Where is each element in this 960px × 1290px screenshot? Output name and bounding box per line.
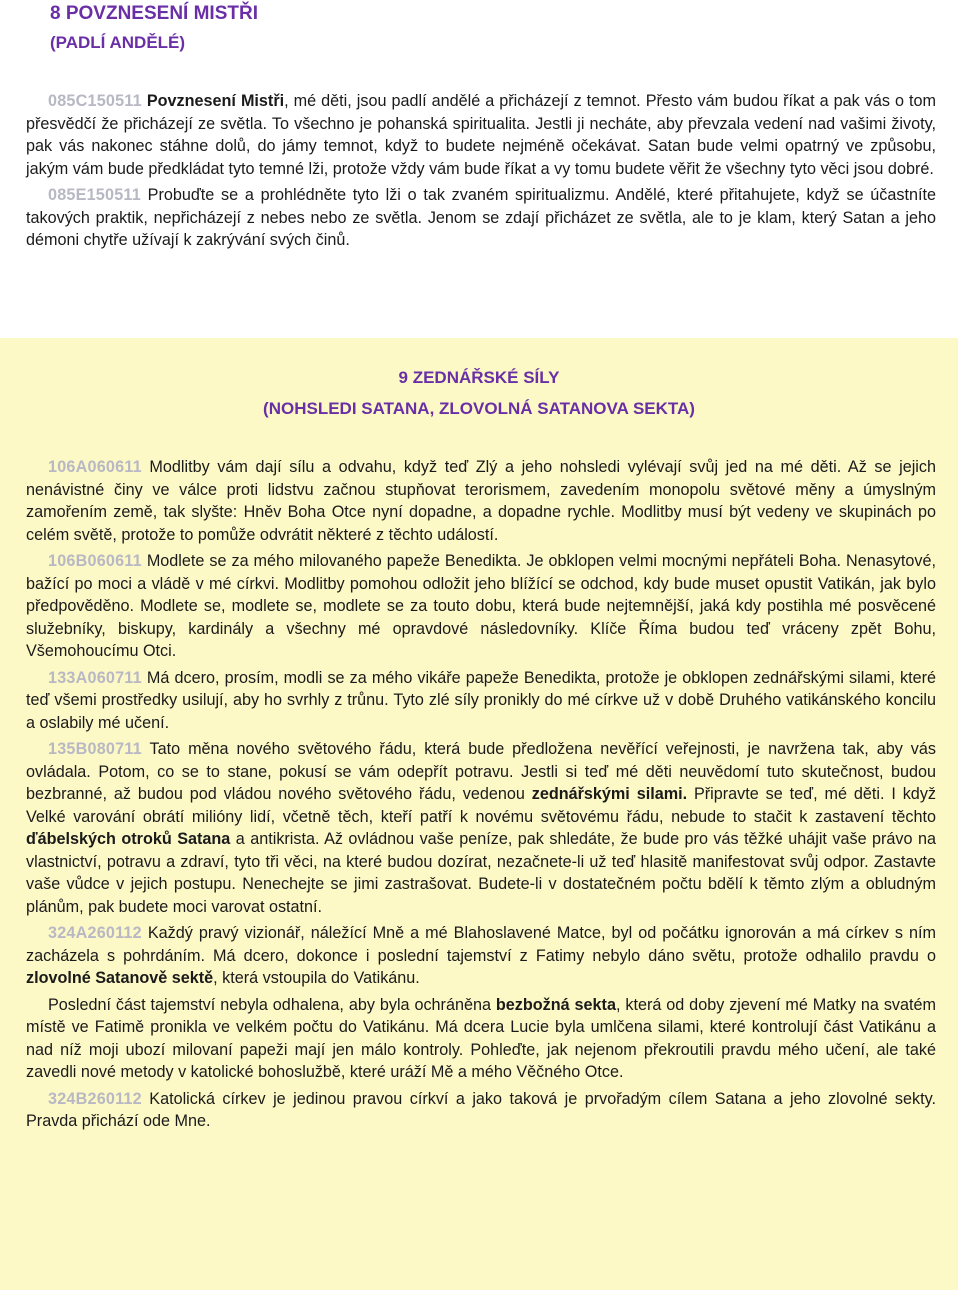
section-8 bbox=[0, 0, 960, 330]
paragraph bbox=[26, 667, 936, 735]
message-code: 324B260112 bbox=[48, 1089, 142, 1108]
section-9 bbox=[0, 338, 958, 1290]
paragraph-text: a antikrista. Až ovládnou vaše peníze, pak shledáte, že bude pro vás těžké uhájit vaše právo na vlastnictví, potravu a zdraví, tyto tři věci, na které budou dozírat, nezačnete-li už teď hlasitě manifestovat svůj odpor. Zastavte vaše vůdce v jejich postupu. Nenechejte se jimi zastrašovat. Budete-li v dostatečném počtu bdělí k těmto zlým a obludným plánům, pak budete moci varovat ostatní. bbox=[26, 830, 936, 916]
paragraph bbox=[26, 994, 936, 1084]
message-code: 085E150511 bbox=[48, 186, 141, 204]
section-9-subtitle: (NOHSLEDI SATANA, ZLOVOLNÁ SATANOVA SEKTA) bbox=[263, 399, 695, 418]
paragraph-text: Probuďte se a prohlédněte tyto lži o tak zvaném spiritualizmu. Andělé, které přitahujete, když se účastníte takových praktik, nepřicházejí z nebes nebo ze světla. Jenom se zdají přicházet ze světla, ale to je klam, který Satan a jeho démoni chytře užívají k zakrývání svých činů. bbox=[26, 186, 936, 249]
section-8-text bbox=[26, 90, 936, 256]
bold-phrase: zednářskými silami. bbox=[531, 785, 688, 803]
paragraph bbox=[26, 184, 936, 252]
paragraph bbox=[26, 922, 936, 990]
bold-phrase: bezbožná sekta bbox=[495, 995, 616, 1014]
paragraph-text: , mé děti, jsou padlí andělé a přicházejí z temnot. Přesto vám budou říkat a pak vás o tom přesvědčí že přicházejí ze světla. To všechno je pohanská spiritualita. Jestli ji necháte, aby převzala vedení nad vašimi životy, pak vás nakonec stáhne dolů, do jámy temnot, když to budete nejméně očekávat. Satan bude velmi opatrný ve způsobu, jakým vám bude předkládat tyto temné lži, protože vždy vám bude říkat a vy tomu budete věřit že všechny tyto věci jsou dobré. bbox=[26, 92, 937, 178]
section-9-text bbox=[26, 456, 936, 1137]
paragraph-text: Poslední část tajemství nebyla odhalena, aby byla ochráněna bbox=[48, 995, 496, 1014]
message-code: 106B060611 bbox=[48, 552, 142, 570]
paragraph bbox=[26, 456, 936, 546]
section-8-subtitle: (PADLÍ ANDĚLÉ) bbox=[50, 33, 186, 52]
message-code: 106A060611 bbox=[48, 458, 142, 476]
paragraph-text: , která vstoupila do Vatikánu. bbox=[213, 969, 420, 987]
paragraph-text: Katolická církev je jedinou pravou církví a jako taková je prvořadým cílem Satana a jeho zlovolné sekty. Pravda přichází ode Mne. bbox=[26, 1089, 936, 1130]
bold-phrase: ďábelských otroků Satana bbox=[26, 830, 231, 848]
message-code: 085C150511 bbox=[48, 92, 142, 110]
paragraph-text: Tato měna nového světového řádu, která bude předložena nevěřící veřejnosti, je navržena tak, aby vás ovládala. Potom, co se to stane, pokusí se vám odepřít potravu. Jestli si teď mé děti neuvědomí tuto skutečnost, budou bezbranné, až budou pod vládou nového světového řádu, vedenou bbox=[26, 740, 936, 803]
paragraph-text: , která od doby zjevení mé Matky na svatém místě ve Fatimě pronikla ve velkém počtu do Vatikánu. Má dcera Lucie byla umlčena silami, které kontrolují část Vatikánu a nad níž moji ubozí milovaní papeži mají jen málo kontroly. Pohleďte, jak nejenom překroutili pravdu mého učení, ale také zavedli nové metody v katolické bohoslužbě, které uráží Mě a mého Věčného Otce. bbox=[26, 995, 936, 1081]
paragraph bbox=[26, 738, 936, 918]
paragraph-text: Modlitby vám dají sílu a odvahu, když teď Zlý a jeho nohsledi vylévají svůj jed na mé děti. Až se jejich nenávistné činy ve válce proti lidstvu začnou stupňovat terorismem, zavedením monopolu světové měny a úmyslným zamořením země, tak slyšte: Hněv Boha Otce nyní dopadne, a dopadne rychle. Modlitby musí být vedeny ve skupinách po celém světě, protože to pomůže odvrátit některé z těchto událostí. bbox=[26, 458, 936, 544]
paragraph-text: Každý pravý vizionář, náležící Mně a mé Blahoslavené Matce, byl od počátku ignorován a má církev s ním zacházela s pohrdáním. Má dcero, dokonce i poslední tajemství z Fatimy nebylo dáno světu, protože odhalilo pravdu o bbox=[26, 924, 936, 965]
paragraph-text: Modlete se za mého milovaného papeže Benedikta. Je obklopen velmi mocnými nepřáteli Boha. Nenasytové, bažící po moci a vládě v mé církvi. Modlitby pomohou odložit jeho blížící se odchod, kdy bude muset opustit Vatikán, jak bylo předpověděno. Modlete se, modlete se, modlete se za touto dobu, která bude nejtemnější, jaká kdy postihla mé posvěcené služebníky, biskupy, kardinály a všechny mé opravdové následovníky. Klíče Říma budou teď vráceny zpět Bohu, Všemohoucímu Otci. bbox=[26, 552, 936, 660]
section-9-title: 9 ZEDNÁŘSKÉ SÍLY bbox=[398, 368, 560, 387]
paragraph-text: Má dcero, prosím, modli se za mého vikáře papeže Benedikta, protože je obklopen zednářskými silami, které teď všemi prostředky usilují, aby ho svrhly z trůnu. Tyto zlé síly pronikly do mé církve už v době Druhého vatikánského koncilu a oslabily mé učení. bbox=[26, 668, 936, 732]
message-code: 324A260112 bbox=[48, 924, 142, 942]
paragraph bbox=[26, 90, 936, 180]
bold-phrase: zlovolné Satanově sektě bbox=[26, 969, 214, 987]
section-8-title: 8 POVZNESENÍ MISTŘI bbox=[50, 3, 258, 24]
message-code: 133A060711 bbox=[48, 668, 142, 687]
paragraph bbox=[26, 550, 936, 663]
paragraph-text: Připravte se teď, mé děti. I když Velké varování obrátí milióny lidí, včetně těch, kteří patří k novému světovému řádu, nebude to stačit k zastavení těchto bbox=[26, 785, 937, 826]
paragraph bbox=[26, 1088, 936, 1133]
message-code: 135B080711 bbox=[48, 740, 142, 758]
bold-phrase: Povznesení Mistři bbox=[146, 92, 285, 110]
